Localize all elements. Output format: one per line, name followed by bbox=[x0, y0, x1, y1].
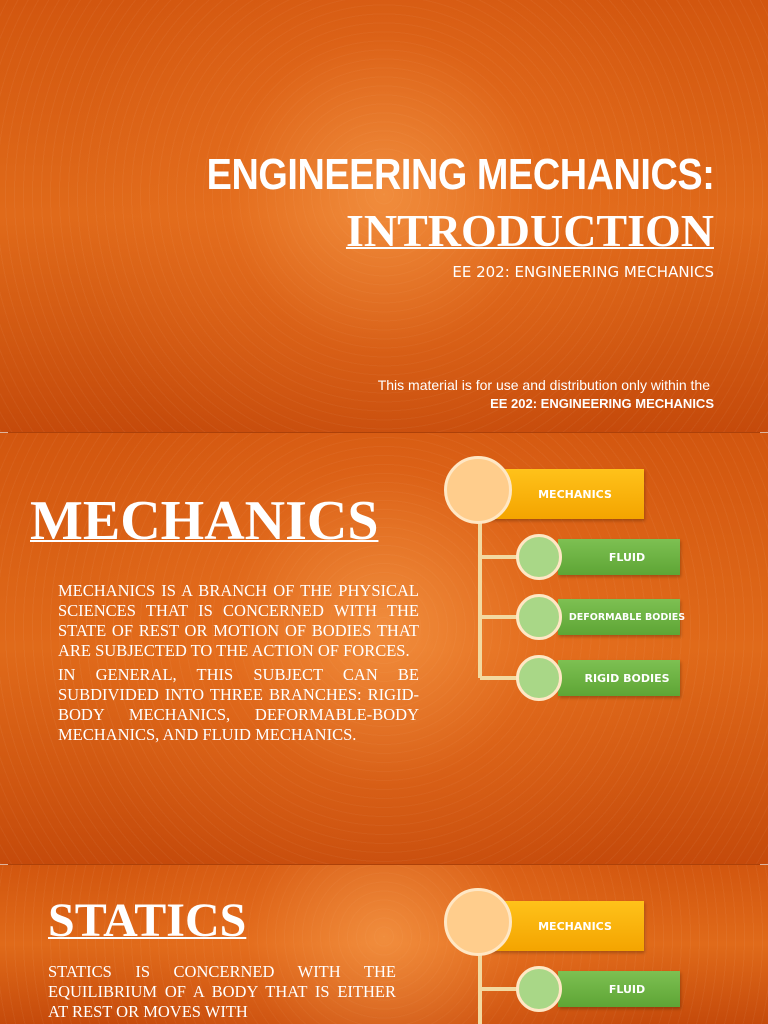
child-node-circle bbox=[516, 966, 562, 1012]
slide-title-line1: ENGINEERING MECHANICS: bbox=[206, 150, 714, 199]
root-node-label: MECHANICS bbox=[488, 901, 644, 951]
diagram-connector bbox=[480, 555, 520, 559]
child-node-label: FLUID bbox=[558, 971, 680, 1007]
slide-heading: STATICS bbox=[48, 894, 247, 947]
hierarchy-diagram bbox=[440, 453, 690, 713]
edge-marker bbox=[760, 864, 768, 865]
root-node-circle bbox=[444, 456, 512, 524]
diagram-connector bbox=[478, 513, 482, 678]
distribution-notice: This material is for use and distribution only within the bbox=[377, 377, 710, 393]
child-node-label: DEFORMABLE BODIES bbox=[558, 599, 680, 635]
course-subtitle: EE 202: ENGINEERING MECHANICS bbox=[452, 263, 714, 281]
distribution-notice-course: EE 202: ENGINEERING MECHANICS bbox=[490, 396, 714, 411]
edge-marker bbox=[760, 432, 768, 433]
slide-title-line2: INTRODUCTION bbox=[345, 205, 714, 256]
title-slide bbox=[0, 0, 768, 432]
slide-body bbox=[58, 581, 419, 749]
body-paragraph: MECHANICS IS A BRANCH OF THE PHYSICAL SCIENCES THAT IS CONCERNED WITH THE STATE OF REST OR MOTION OF BODIES THAT ARE SUBJECTED TO THE ACTION OF FORCES. bbox=[58, 581, 419, 660]
mechanics-slide bbox=[0, 433, 768, 864]
child-node-label: FLUID bbox=[558, 539, 680, 575]
child-node-label: RIGID BODIES bbox=[558, 660, 680, 696]
hierarchy-diagram bbox=[440, 885, 690, 1024]
child-node-circle bbox=[516, 534, 562, 580]
child-node-circle bbox=[516, 655, 562, 701]
body-paragraph: STATICS IS CONCERNED WITH THE EQUILIBRIUM OF A BODY THAT IS EITHER AT REST OR MOVES WITH bbox=[48, 962, 396, 1021]
edge-marker bbox=[0, 432, 8, 433]
diagram-connector bbox=[480, 615, 520, 619]
diagram-connector bbox=[480, 676, 520, 680]
child-node-circle bbox=[516, 594, 562, 640]
diagram-connector bbox=[480, 987, 520, 991]
root-node-circle bbox=[444, 888, 512, 956]
body-paragraph: IN GENERAL, THIS SUBJECT CAN BE SUBDIVIDED INTO THREE BRANCHES: RIGID-BODY MECHANICS, DEFORMABLE-BODY MECHANICS, AND FLUID MECHANICS. bbox=[58, 665, 419, 744]
root-node-label: MECHANICS bbox=[488, 469, 644, 519]
slide-body bbox=[48, 962, 396, 1024]
edge-marker bbox=[0, 864, 8, 865]
diagram-connector bbox=[478, 945, 482, 1024]
slide-heading: MECHANICS bbox=[30, 490, 379, 552]
statics-slide bbox=[0, 865, 768, 1024]
